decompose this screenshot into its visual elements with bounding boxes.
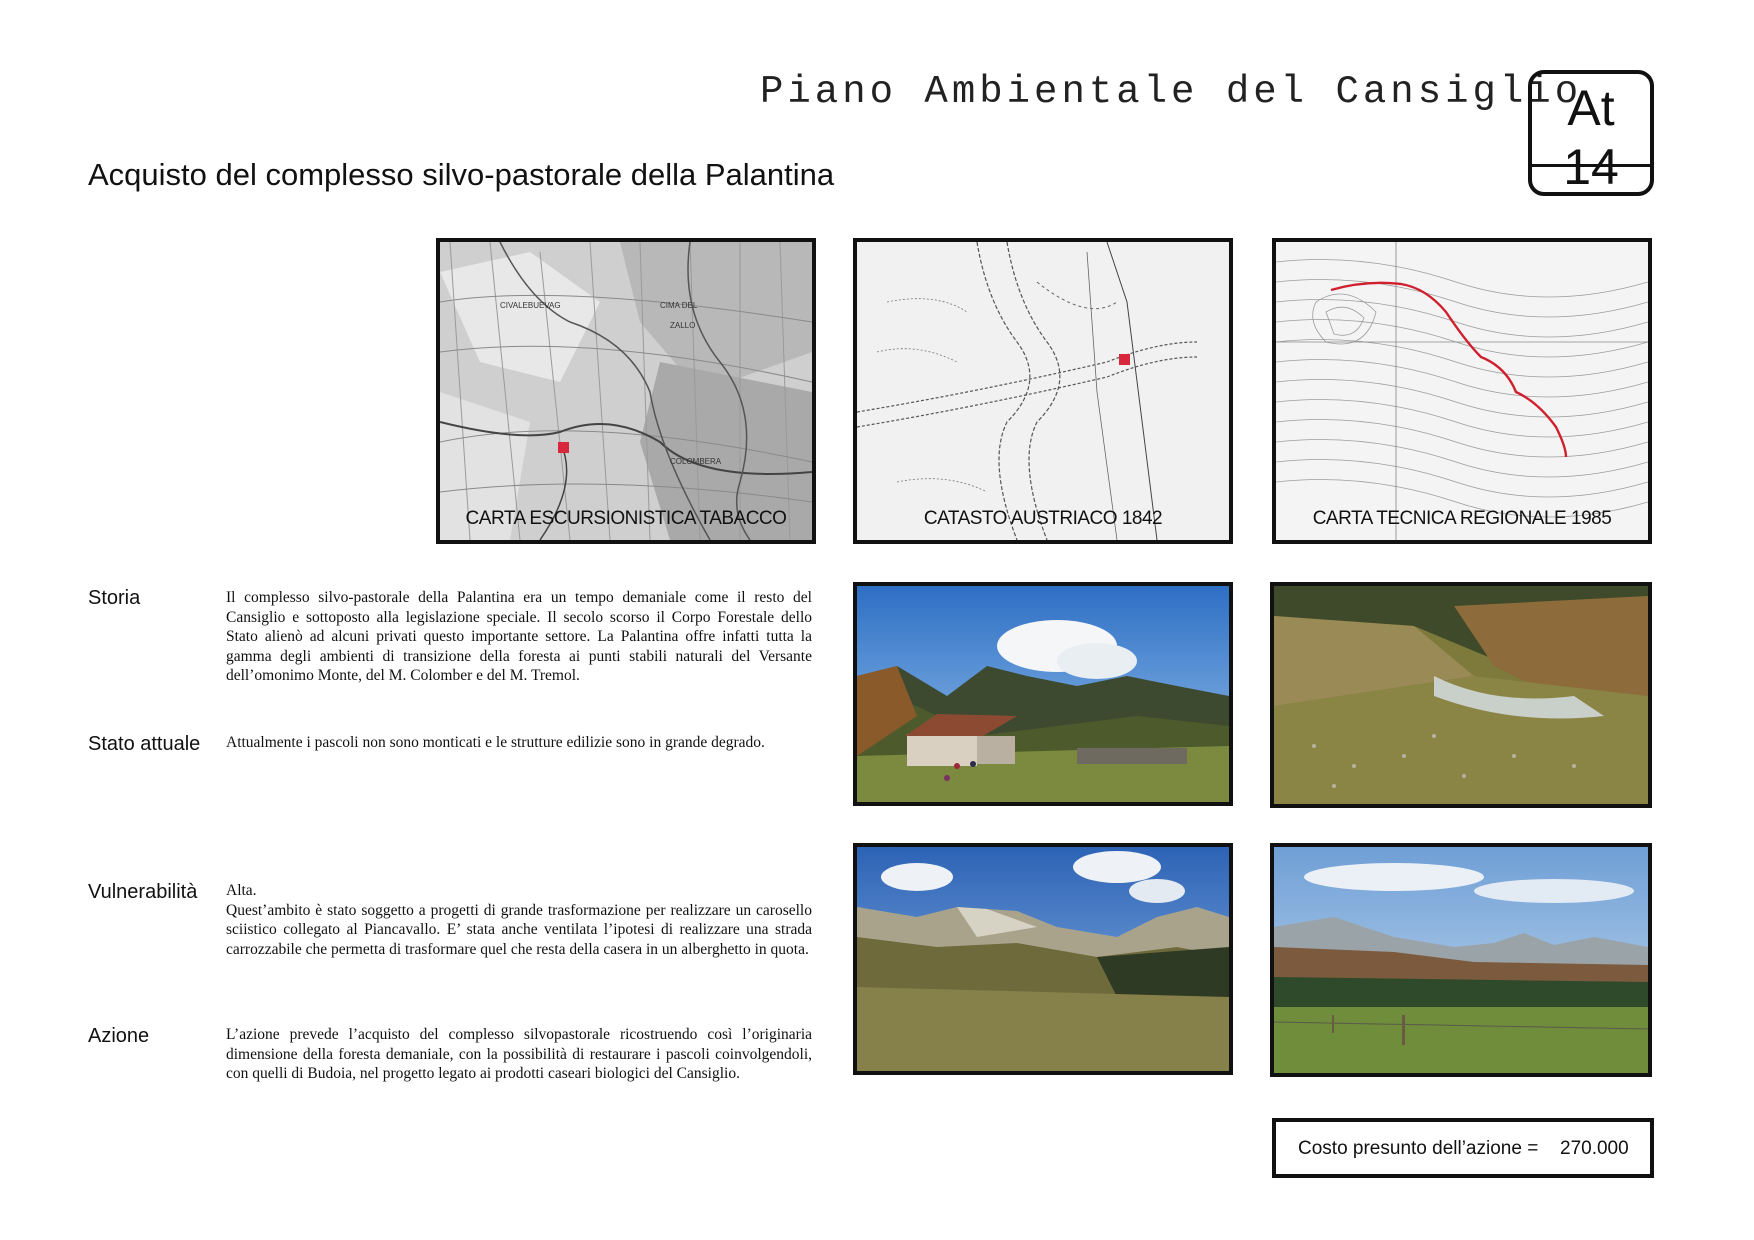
map-catasto-austriaco <box>853 238 1233 544</box>
map-caption-carta-tecnica: CARTA TECNICA REGIONALE 1985 <box>1312 508 1612 529</box>
landscape-photo <box>1274 847 1648 1073</box>
svg-text:CIVALEBUEVAG: CIVALEBUEVAG <box>500 301 561 310</box>
plan-title: Piano Ambientale del Cansiglio <box>760 70 1583 114</box>
vulnerability-description: Quest’ambito è stato soggetto a progetti di grande trasformazione per realizzare un carosello sciistico collegato al Piancavallo. E’ stata anche ventilata l’ipotesi di realizzare una strada carrozzabile che permetta di trasformare quel che resta della casera in un alberghetto in quota. <box>226 901 812 958</box>
photo-casera-hikers <box>853 582 1233 806</box>
svg-text:CIMA DEL: CIMA DEL <box>660 301 698 310</box>
landscape-photo <box>1274 586 1648 804</box>
landscape-photo <box>857 586 1229 802</box>
cadastral-map-image <box>857 242 1229 540</box>
svg-text:COLOMBERA: COLOMBERA <box>670 457 722 466</box>
section-label-stato-attuale: Stato attuale <box>88 733 201 755</box>
sheet-code-number: 14 <box>1563 139 1619 195</box>
topographic-map-image <box>440 242 812 540</box>
section-text-azione: L’azione prevede l’acquisto del complesso silvopastorale ricostruendo così l’originaria dimensione della foresta demaniale, con la possibilità di restaurare i pascoli coinvolgendoli, con quelli di Budoia, nel progetto legato ai prodotti caseari biologici del Cansiglio. <box>226 1026 812 1082</box>
section-text-stato-attuale: Attualmente i pascoli non sono monticati e le strutture edilizie sono in grande degrado. <box>226 734 765 751</box>
map-carta-tecnica <box>1272 238 1652 544</box>
page-title: Acquisto del complesso silvo-pastorale della Palantina <box>88 157 835 192</box>
section-text-vulnerabilita <box>226 881 812 959</box>
sheet-code-badge <box>1528 70 1654 196</box>
map-caption-catasto: CATASTO AUSTRIACO 1842 <box>923 508 1163 529</box>
photo-mountain-slope <box>853 843 1233 1075</box>
landscape-photo <box>857 847 1229 1071</box>
sheet-code-prefix: At <box>1567 80 1615 136</box>
cost-value: 270.000 <box>1560 1138 1629 1159</box>
vulnerability-level: Alta. <box>226 882 257 899</box>
section-label-storia: Storia <box>88 587 141 609</box>
photo-meadow-fence <box>1270 843 1652 1077</box>
section-label-vulnerabilita: Vulnerabilità <box>88 881 198 903</box>
photo-pasture-larches <box>1270 582 1652 808</box>
cost-label: Costo presunto dell’azione = <box>1298 1138 1539 1159</box>
map-caption-tabacco: CARTA ESCURSIONISTICA TABACCO <box>465 508 787 529</box>
technical-map-image <box>1276 242 1648 540</box>
map-tabacco <box>436 238 816 544</box>
svg-text:ZALLO: ZALLO <box>670 321 696 330</box>
section-text-storia: Il complesso silvo-pastorale della Palantina era un tempo demaniale come il resto del Cansiglio e sottoposto alla legislazione speciale. Il secolo scorso il Corpo Forestale dello Stato alienò ad alcuni privati questo importante settore. La Palantina offre infatti tutta la gamma degli ambienti di transizione della foresta ai punti stabili naturali del Versante dell’omonimo Monte, del M. Colomber e del M. Tremol. <box>226 589 812 684</box>
section-label-azione: Azione <box>88 1025 150 1047</box>
cost-box <box>1272 1118 1654 1178</box>
